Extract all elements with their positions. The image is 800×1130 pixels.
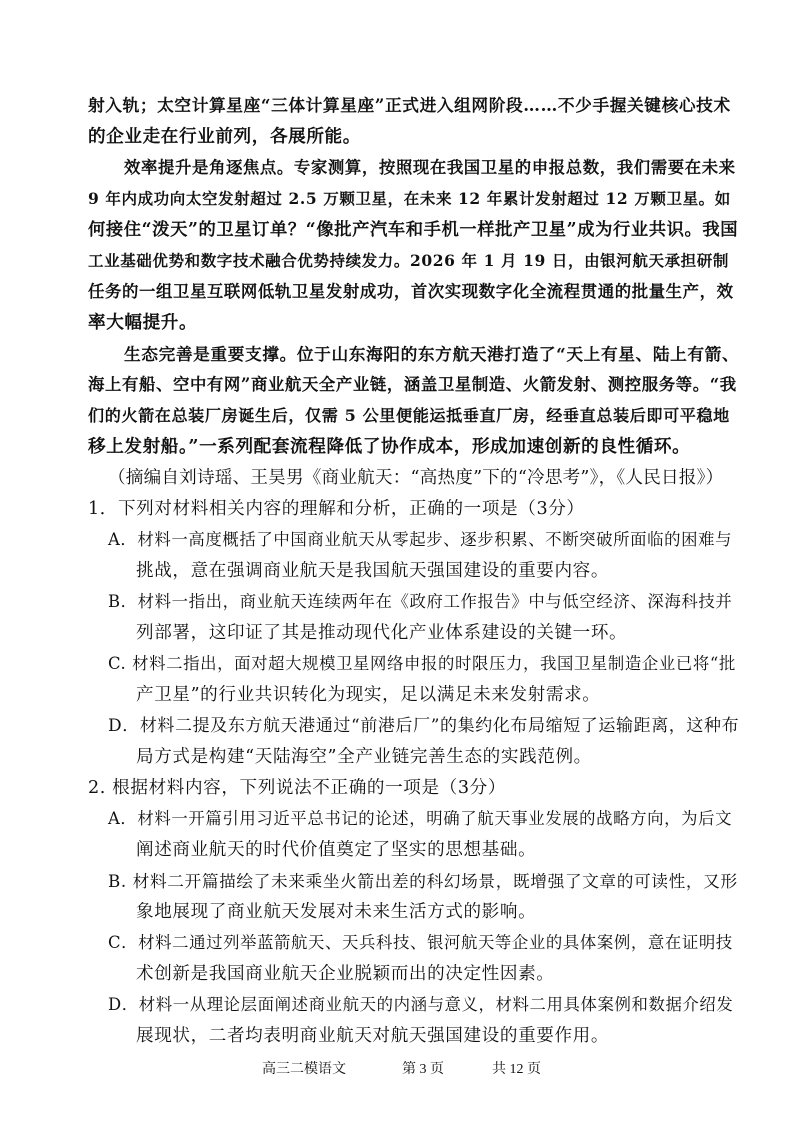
footer-subject: 高三二模语文 bbox=[262, 1062, 346, 1077]
question-1-option-b: B．材料一指出，商业航天连续两年在《政府工作报告》中与低空经济、深海科技并 bbox=[108, 592, 733, 611]
passage-line: 率大幅提升。 bbox=[88, 312, 198, 333]
passage-line: 9 年内成功向太空发射超过 2.5 万颗卫星，在未来 12 年累计发射超过 12 万颗卫星。如 bbox=[88, 189, 731, 208]
question-1-option-a-cont: 挑战，意在强调商业航天是我国航天强国建设的重要内容。 bbox=[136, 561, 610, 581]
passage-line: 效率提升是角逐焦点。专家测算，按照现在我国卫星的申报总数，我们需要在未来 bbox=[124, 158, 736, 177]
question-2-option-a: A．材料一开篇引用习近平总书记的论述，明确了航天事业发展的战略方向，为后文 bbox=[108, 809, 733, 828]
passage-source: （摘编自刘诗瑶、王昊男《商业航天：“高热度”下的“冷思考”》，《人民日报》） bbox=[108, 468, 724, 488]
footer-total-pages: 共 12 页 bbox=[492, 1062, 541, 1077]
question-2-option-d-cont: 展现状，二者均表明商业航天对航天强国建设的重要作用。 bbox=[136, 1026, 610, 1046]
question-1-option-d-cont: 局方式是构建“天陆海空”全产业链完善生态的实践范例。 bbox=[136, 747, 592, 767]
question-1-option-c-cont: 产卫星”的行业共识转化为现实，足以满足未来发射需求。 bbox=[136, 685, 601, 705]
passage-line: 射入轨；太空计算星座“三体计算星座”正式进入组网阶段……不少手握关键核心技术 bbox=[88, 95, 731, 115]
question-1-option-b-cont: 列部署，这印证了其是推动现代化产业体系建设的关键一环。 bbox=[136, 623, 628, 643]
question-1-option-d: D．材料二提及东方航天港通过“前港后厂”的集约化布局缩短了运输距离，这种布 bbox=[108, 716, 740, 736]
passage-line: 们的火箭在总装厂房诞生后，仅需 5 公里便能运抵垂直厂房，经垂直总装后即可平稳地 bbox=[88, 406, 730, 425]
question-2-option-a-cont: 阐述商业航天的时代价值奠定了坚实的思想基础。 bbox=[136, 840, 537, 860]
question-1-option-a: A．材料一高度概括了中国商业航天从零起步、逐步积累、不断突破所面临的困难与 bbox=[108, 530, 733, 549]
passage-line: 工业基础优势和数字技术融合优势持续发力。2026 年 1 月 19 日，由银河航天承担研制 bbox=[88, 251, 729, 270]
passage-line: 的企业走在行业前列，各展所能。 bbox=[88, 126, 361, 147]
footer-page-number: 第 3 页 bbox=[402, 1062, 444, 1077]
passage-line: 海上有船、空中有网”商业航天全产业链，涵盖卫星制造、火箭发射、测控服务等。“我 bbox=[88, 375, 737, 394]
question-1-option-c: C. 材料二指出，面对超大规模卫星网络申报的时限压力，我国卫星制造企业已将“批 bbox=[108, 654, 736, 673]
question-1-stem: 1．下列对材料相关内容的理解和分析，正确的一项是（3分） bbox=[88, 499, 585, 519]
question-2-option-b-cont: 象地展现了商业航天发展对未来生活方式的影响。 bbox=[136, 902, 537, 922]
question-2-option-c-cont: 术创新是我国商业航天企业脱颖而出的决定性因素。 bbox=[136, 964, 555, 984]
question-2-option-b: B. 材料二开篇描绘了未来乘坐火箭出差的科幻场景，既增强了文章的可读性，又形 bbox=[108, 871, 738, 891]
passage-line: 生态完善是重要支撑。位于山东海阳的东方航天港打造了“天上有星、陆上有箭、 bbox=[124, 344, 740, 364]
question-2-stem: 2. 根据材料内容，下列说法不正确的一项是（3分） bbox=[88, 778, 507, 798]
passage-line: 移上发射船。”一系列配套流程降低了协作成本，形成加速创新的良性循环。 bbox=[88, 436, 691, 457]
passage-line: 何接住“泼天”的卫星订单？“像批产汽车和手机一样批产卫星”成为行业共识。我国 bbox=[88, 220, 739, 240]
passage-line: 任务的一组卫星互联网低轨卫星发射成功，首次实现数字化全流程贯通的批量生产，效 bbox=[88, 282, 734, 301]
question-2-option-c: C．材料二通过列举蓝箭航天、天兵科技、银河航天等企业的具体案例，意在证明技 bbox=[108, 933, 733, 952]
question-2-option-d: D．材料一从理论层面阐述商业航天的内涵与意义，材料二用具体案例和数据介绍发 bbox=[108, 995, 734, 1014]
